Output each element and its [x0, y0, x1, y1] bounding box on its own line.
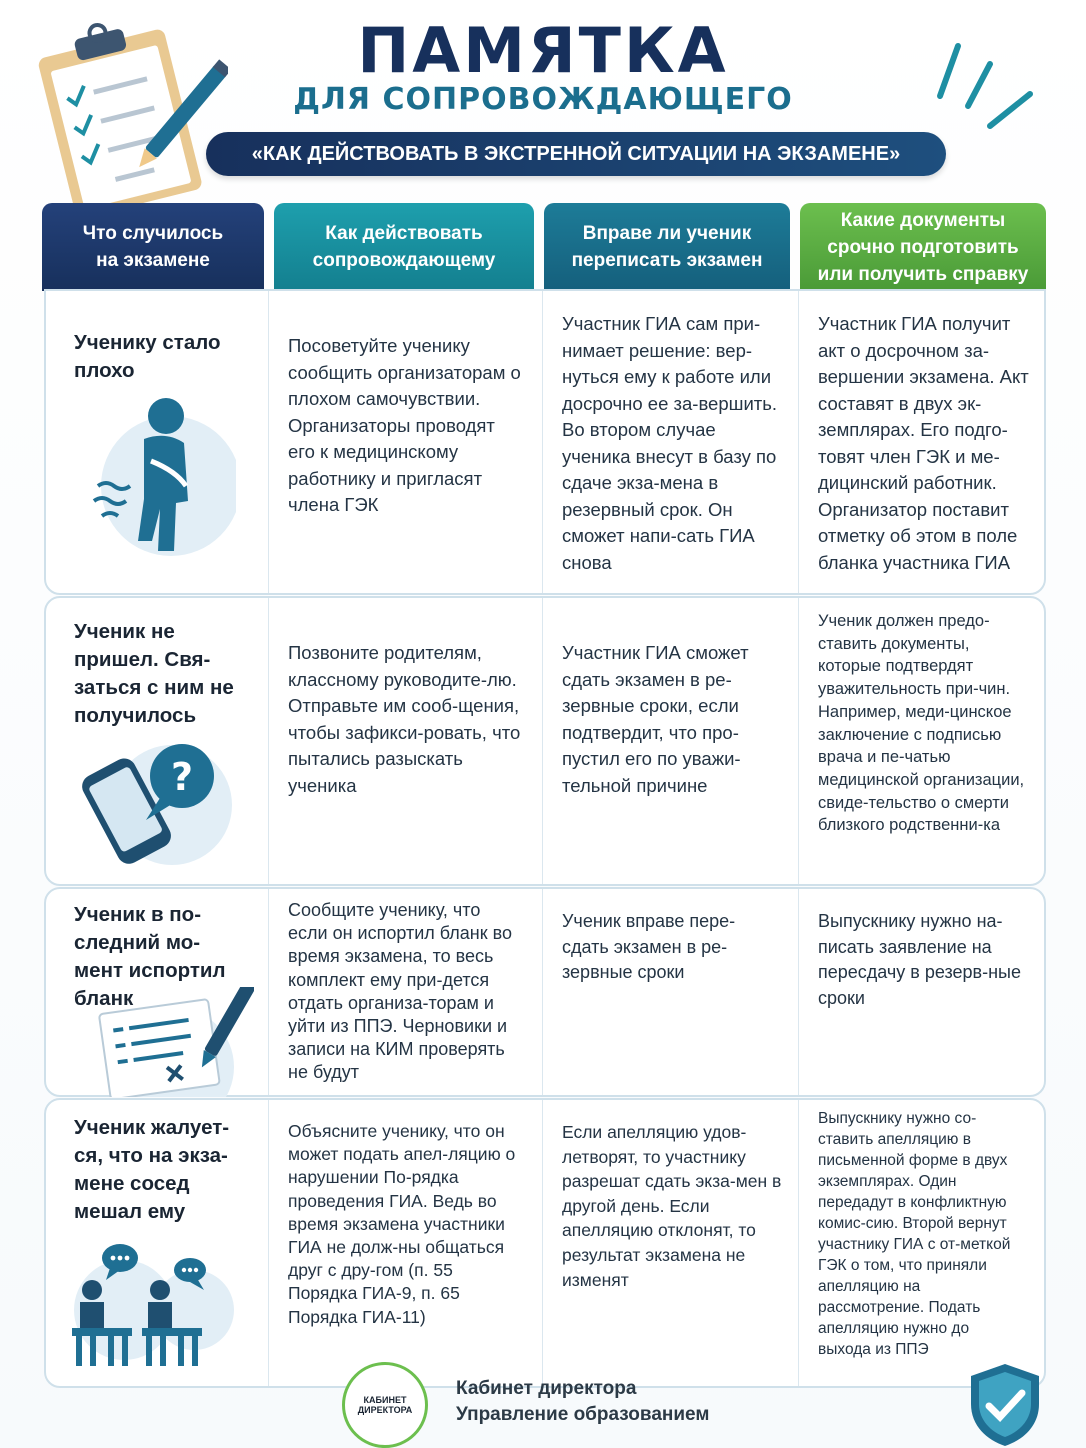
svg-text:?: ?	[170, 755, 194, 799]
situation-label: Ученик в по-следний мо-мент испортил бланк	[74, 903, 226, 1010]
action-text: Посоветуйте ученику сообщить организаторам о плохом самочувствии. Организаторы проводят его к медицинскому работнику и пригласят члена ГЭК	[288, 335, 521, 515]
column-header-documents: Какие документы срочно подготовить или получить справку	[800, 203, 1046, 291]
action-text: Сообщите ученику, что если он испортил бланк во время экзамена, то весь комплект ему при-дется отдать организа-торам и уйти из ППЭ. Черновики и записи на КИМ проверять не будут	[288, 900, 512, 1083]
situation-label: Ученику стало плохо	[74, 331, 221, 382]
retake-text: Участник ГИА сам при-нимает решение: вер-нуться ему к работе или досрочно ее за-вершить. Во втором случае ученика внесут в базу по сдаче экза-мена в резервный срок. Он сможет напи-сать ГИА снова	[562, 313, 778, 573]
topic-banner: «КАК ДЕЙСТВОВАТЬ В ЭКСТРЕННОЙ СИТУАЦИИ НА ЭКЗАМЕНЕ»	[206, 132, 946, 176]
documents-text: Выпускнику нужно на-писать заявление на пересдачу в резерв-ные сроки	[818, 911, 1021, 1008]
phone-question-icon	[72, 740, 252, 870]
retake-text: Ученик вправе пере-сдать экзамен в ре-зервные сроки	[562, 911, 736, 982]
footer-credits	[456, 1376, 709, 1428]
page-subtitle: ДЛЯ СОПРОВОЖДАЮЩЕГО	[293, 82, 793, 117]
documents-text: Ученик должен предо-ставить документы, которые подтвердят уважительность при-чин. Например, меди-цинское заключение с подписью врача и пе-чатью медицинской организации, свиде-тельство о смерти близкого родственни-ка	[818, 612, 1025, 835]
documents-text: Участник ГИА получит акт о досрочном за-вершении экзамена. Акт составят в двух эк-земплярах. Его подго-товят член ГЭК и ме-дицинский работник. Организатор поставит отметку об этом в поле бланка участника ГИА	[818, 313, 1029, 573]
sick-student-icon	[76, 391, 236, 561]
footer-line: Управление образованием	[456, 1404, 710, 1425]
retake-text: Если апелляцию удов-летворят, то участнику разрешат сдать экза-мен в другой день. Если апелляцию отклонят, то результат экзамена не изменят	[562, 1122, 782, 1290]
spoiled-form-icon	[84, 987, 254, 1097]
situation-label: Ученик жалует-ся, что на экза-мене сосед мешал ему	[74, 1116, 230, 1223]
footer-line: Кабинет директора	[456, 1378, 637, 1399]
action-text: Объясните ученику, что он может подать апел-ляцию о нарушении По-рядка проведения ГИА. Ведь во время экзамена участники ГИА не долж-ны общаться друг с дру-гом (п. 55 Порядка ГИА-9, п. 65 Порядка ГИА-11)	[288, 1121, 516, 1327]
page-title: ПАМЯТКА	[357, 14, 729, 87]
documents-text: Выпускнику нужно со-ставить апелляцию в письменной форме в двух экземплярах. Один передадут в конфликтную комис-сию. Второй вернут участнику ГИА с от-меткой ГЭК о том, что приняли апелляцию на рассмотрение. Подать апелляцию нужно до выхода из ППЭ	[818, 1110, 1011, 1358]
brand-logo: КАБИНЕТ ДИРЕКТОРА	[342, 1362, 428, 1448]
retake-text: Участник ГИА сможет сдать экзамен в ре-зервные сроки, если подтвердит, что про-пустил его по уважи-тельной причине	[562, 642, 749, 796]
situation-label: Ученик не пришел. Свя-заться с ним не получилось	[74, 620, 234, 727]
column-header-retake: Вправе ли ученик переписать экзамен	[544, 203, 790, 291]
table-row	[44, 887, 1046, 1097]
action-text: Позвоните родителям, классному руководите-лю. Отправьте им сооб-щения, чтобы зафикси-ровать, что пытались разыскать ученика	[288, 642, 521, 796]
column-header-situation: Что случилось на экзамене	[42, 203, 264, 291]
talking-students-icon	[62, 1240, 242, 1370]
shield-check-icon	[965, 1360, 1045, 1448]
table-row	[44, 289, 1046, 595]
table-row	[44, 1098, 1046, 1388]
table-row	[44, 596, 1046, 886]
column-header-action: Как действовать сопровождающему	[274, 203, 534, 291]
